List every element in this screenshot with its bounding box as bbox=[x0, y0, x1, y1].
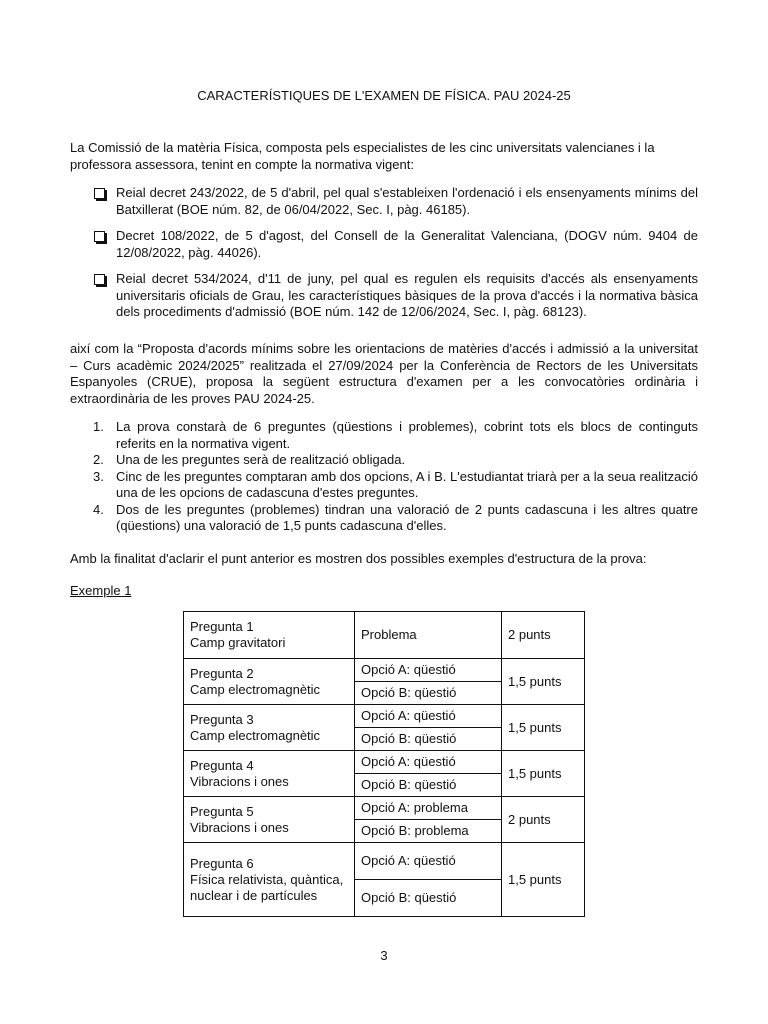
question-cell: Pregunta 1 Camp gravitatori bbox=[184, 612, 355, 659]
points-cell: 1,5 punts bbox=[502, 659, 585, 705]
checkbox-bullet-icon bbox=[94, 274, 105, 285]
checkbox-bullet-icon bbox=[94, 231, 105, 242]
option-a-cell: Opció A: problema bbox=[355, 797, 502, 820]
document-title: CARACTERÍSTIQUES DE L'EXAMEN DE FÍSICA. PAU 2024-25 bbox=[197, 88, 571, 103]
table-row bbox=[184, 705, 585, 728]
checkbox-bullet-icon bbox=[94, 188, 105, 199]
table-row bbox=[184, 797, 585, 820]
points-cell: 1,5 punts bbox=[502, 843, 585, 917]
points-cell: 1,5 punts bbox=[502, 751, 585, 797]
option-b-cell: Opció B: qüestió bbox=[355, 880, 502, 917]
item-number: 2. bbox=[93, 452, 104, 467]
table-row bbox=[184, 612, 585, 659]
page-number: 3 bbox=[380, 948, 388, 963]
table-row bbox=[184, 751, 585, 774]
option-b-cell: Opció B: qüestió bbox=[355, 728, 502, 751]
option-a-cell: Opció A: qüestió bbox=[355, 705, 502, 728]
intro-paragraph: La Comissió de la matèria Física, composta pels especialistes de les cinc universitats valencianes i la professora assessora, tenint en compte la normativa vigent: bbox=[70, 140, 655, 172]
regulation-item: Reial decret 243/2022, de 5 d'abril, pel qual s'estableixen l'ordenació i els ensenyaments mínims del Batxillerat (BOE núm. 82, de 06/04/2022, Sec. I, pàg. 46185). bbox=[94, 185, 698, 218]
option-a-cell: Opció A: qüestió bbox=[355, 751, 502, 774]
question-cell: Pregunta 5 Vibracions i ones bbox=[184, 797, 355, 843]
structure-list bbox=[93, 419, 698, 535]
examples-intro-paragraph: Amb la finalitat d'aclarir el punt anterior es mostren dos possibles exemples d'estructura de la prova: bbox=[70, 551, 647, 566]
item-text: Dos de les preguntes (problemes) tindran una valoració de 2 punts cadascuna i les altres quatre (qüestions) una valoració de 1,5 punts cadascuna d'elles. bbox=[116, 501, 698, 533]
item-number: 4. bbox=[93, 501, 104, 517]
example-heading: Exemple 1 bbox=[70, 583, 132, 598]
question-cell: Pregunta 6 Física relativista, quàntica, nuclear i de partícules bbox=[184, 843, 355, 917]
structure-item bbox=[93, 469, 698, 502]
option-b-cell: Opció B: qüestió bbox=[355, 682, 502, 705]
structure-item bbox=[93, 419, 698, 452]
item-text: Una de les preguntes serà de realització obligada. bbox=[116, 452, 406, 467]
table-row bbox=[184, 843, 585, 880]
option-a-cell: Opció A: qüestió bbox=[355, 659, 502, 682]
item-text: Cinc de les preguntes comptaran amb dos opcions, A i B. L'estudiantat triarà per a la seua realització una de les opcions de cadascuna d'estes preguntes. bbox=[116, 468, 698, 500]
item-number: 3. bbox=[93, 468, 104, 484]
item-number: 1. bbox=[93, 419, 104, 434]
item-text: La prova constarà de 6 preguntes (qüestions i problemes), cobrint tots els blocs de continguts referits en la normativa vigent. bbox=[116, 419, 698, 451]
option-b-cell: Opció B: qüestió bbox=[355, 774, 502, 797]
proposal-paragraph: així com la “Proposta d'acords mínims sobre les orientacions de matèries d'accés i admissió a la universitat – Curs acadèmic 2024/2025” realitzada el 27/09/2024 per la Conferència de Rectors de les Universitats Espanyoles (CRUE), proposa la següent estructura d'examen per a les convocatòries ordinària i extraordinària de les proves PAU 2024-25. bbox=[70, 341, 698, 406]
option-a-cell: Opció A: qüestió bbox=[355, 843, 502, 880]
question-cell: Pregunta 3 Camp electromagnètic bbox=[184, 705, 355, 751]
regulation-item: Reial decret 534/2024, d'11 de juny, pel qual es regulen els requisits d'accés als ensenyaments universitaris oficials de Grau, les característiques bàsiques de la prova d'accés i la normativa bàsica dels procediments d'admissió (BOE núm. 142 de 12/06/2024, Sec. I, pàg. 68123). bbox=[94, 271, 698, 321]
exam-structure-table bbox=[183, 611, 585, 917]
structure-item bbox=[93, 502, 698, 535]
regulation-item: Decret 108/2022, de 5 d'agost, del Consell de la Generalitat Valenciana, (DOGV núm. 9404 de 12/08/2022, pàg. 44026). bbox=[94, 228, 698, 261]
option-cell: Problema bbox=[355, 612, 502, 659]
points-cell: 2 punts bbox=[502, 797, 585, 843]
regulation-list bbox=[94, 185, 698, 331]
structure-item bbox=[93, 452, 698, 469]
points-cell: 2 punts bbox=[502, 612, 585, 659]
table-row bbox=[184, 659, 585, 682]
question-cell: Pregunta 2 Camp electromagnètic bbox=[184, 659, 355, 705]
question-cell: Pregunta 4 Vibracions i ones bbox=[184, 751, 355, 797]
points-cell: 1,5 punts bbox=[502, 705, 585, 751]
option-b-cell: Opció B: problema bbox=[355, 820, 502, 843]
